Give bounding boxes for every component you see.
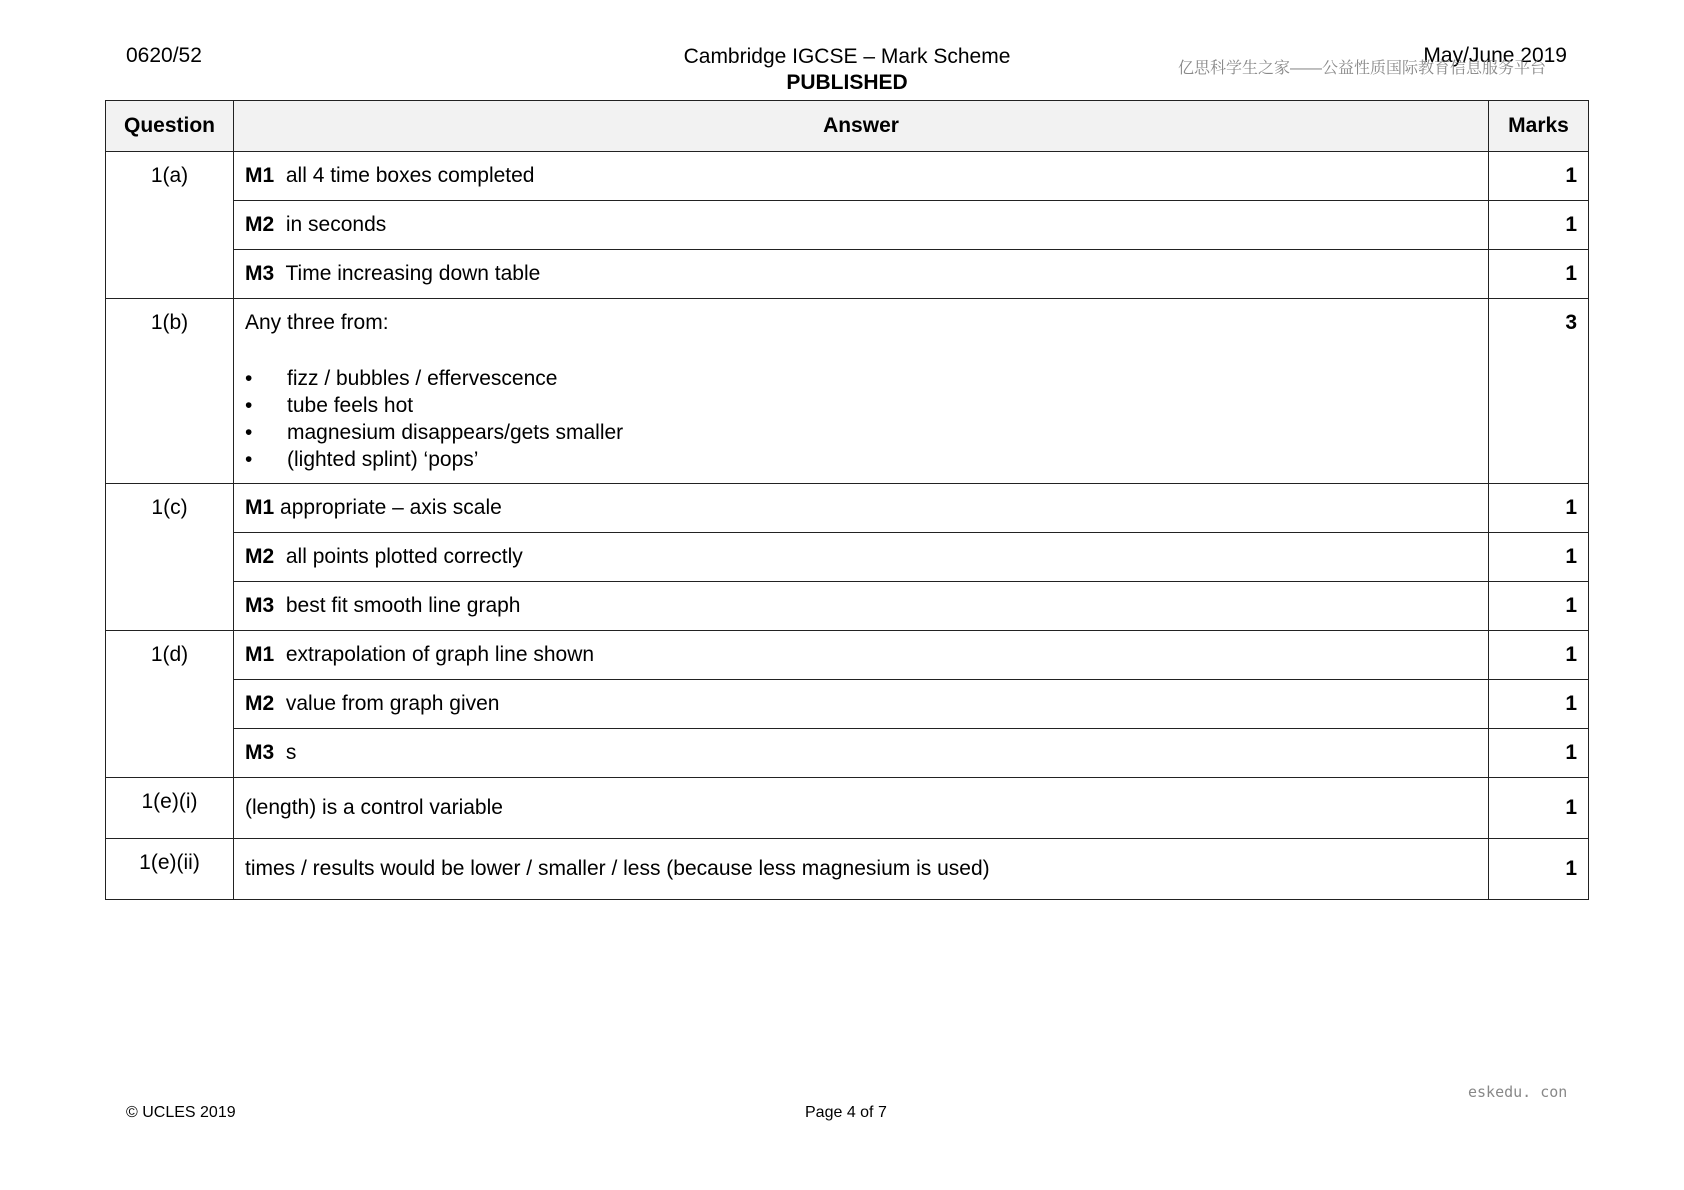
answer-cell [234,631,1489,680]
answer-cell [234,201,1489,250]
published-label: PUBLISHED [786,71,908,94]
watermark-text: 亿思科学生之家——公益性质国际教育信息服务平台 [1178,60,1547,77]
marks-cell: 1 [1489,250,1589,299]
table-row [106,201,1589,250]
document-code: 0620/52 [126,44,202,67]
answer-cell [234,250,1489,299]
answer-cell [234,299,1489,484]
mark-code: M2 [245,545,275,568]
table-row [106,631,1589,680]
table-row [106,152,1589,201]
table-row [106,680,1589,729]
answer-cell: (length) is a control variable [234,778,1489,839]
table-row [106,533,1589,582]
page-number: Page 4 of 7 [805,1104,887,1121]
document-title-block [647,44,1047,96]
answer-cell [234,729,1489,778]
table-row [106,250,1589,299]
answer-text: all 4 time boxes completed [285,164,535,187]
mark-code: M1 [245,164,275,187]
copyright-notice: © UCLES 2019 [126,1104,236,1121]
answer-cell [234,533,1489,582]
answer-text: s [285,741,297,764]
answer-cell [234,680,1489,729]
mark-code: M2 [245,692,275,715]
answer-bullet-list [245,365,1477,473]
answer-cell [234,484,1489,533]
marks-cell: 1 [1489,152,1589,201]
exam-session: May/June 2019 [1423,44,1567,67]
marks-cell: 1 [1489,778,1589,839]
answer-text: value from graph given [285,692,500,715]
table-row [106,299,1589,484]
table-row [106,582,1589,631]
answer-text: extrapolation of graph line shown [285,643,595,666]
question-label: 1(b) [106,299,234,484]
document-title: Cambridge IGCSE – Mark Scheme [683,45,1011,68]
mark-code: M3 [245,262,275,285]
question-label: 1(e)(i) [106,778,234,839]
mark-code: M1 [245,496,275,519]
question-label: 1(c) [106,484,234,631]
list-item: • fizz / bubbles / effervescence [245,365,1477,392]
table-row [106,729,1589,778]
question-label: 1(d) [106,631,234,778]
marks-cell: 1 [1489,582,1589,631]
answer-text: best fit smooth line graph [285,594,521,617]
mark-scheme-table [105,100,1589,900]
mark-code: M1 [245,643,275,666]
marks-cell: 1 [1489,533,1589,582]
marks-cell: 1 [1489,839,1589,900]
marks-cell: 1 [1489,631,1589,680]
question-label: 1(e)(ii) [106,839,234,900]
question-label: 1(a) [106,152,234,299]
table-row [106,484,1589,533]
answer-cell [234,582,1489,631]
answer-text: in seconds [285,213,387,236]
mark-code: M3 [245,594,275,617]
marks-cell: 1 [1489,680,1589,729]
answer-intro: Any three from: [245,311,389,334]
table-header-row [106,101,1589,152]
footer-watermark: eskedu. con [1468,1083,1568,1101]
answer-cell [234,152,1489,201]
marks-cell: 3 [1489,299,1589,484]
marks-cell: 1 [1489,484,1589,533]
answer-column-header: Answer [234,101,1489,152]
answer-text: Time increasing down table [285,262,541,285]
answer-text: appropriate – axis scale [280,496,502,519]
mark-code: M3 [245,741,275,764]
mark-code: M2 [245,213,275,236]
answer-cell: times / results would be lower / smaller / less (because less magnesium is used) [234,839,1489,900]
marks-cell: 1 [1489,201,1589,250]
list-item: • (lighted splint) ‘pops’ [245,446,1477,473]
marks-column-header: Marks [1489,101,1589,152]
table-row [106,778,1589,839]
list-item: • tube feels hot [245,392,1477,419]
list-item: • magnesium disappears/gets smaller [245,419,1477,446]
table-row [106,839,1589,900]
answer-text: all points plotted correctly [285,545,523,568]
question-column-header: Question [106,101,234,152]
marks-cell: 1 [1489,729,1589,778]
